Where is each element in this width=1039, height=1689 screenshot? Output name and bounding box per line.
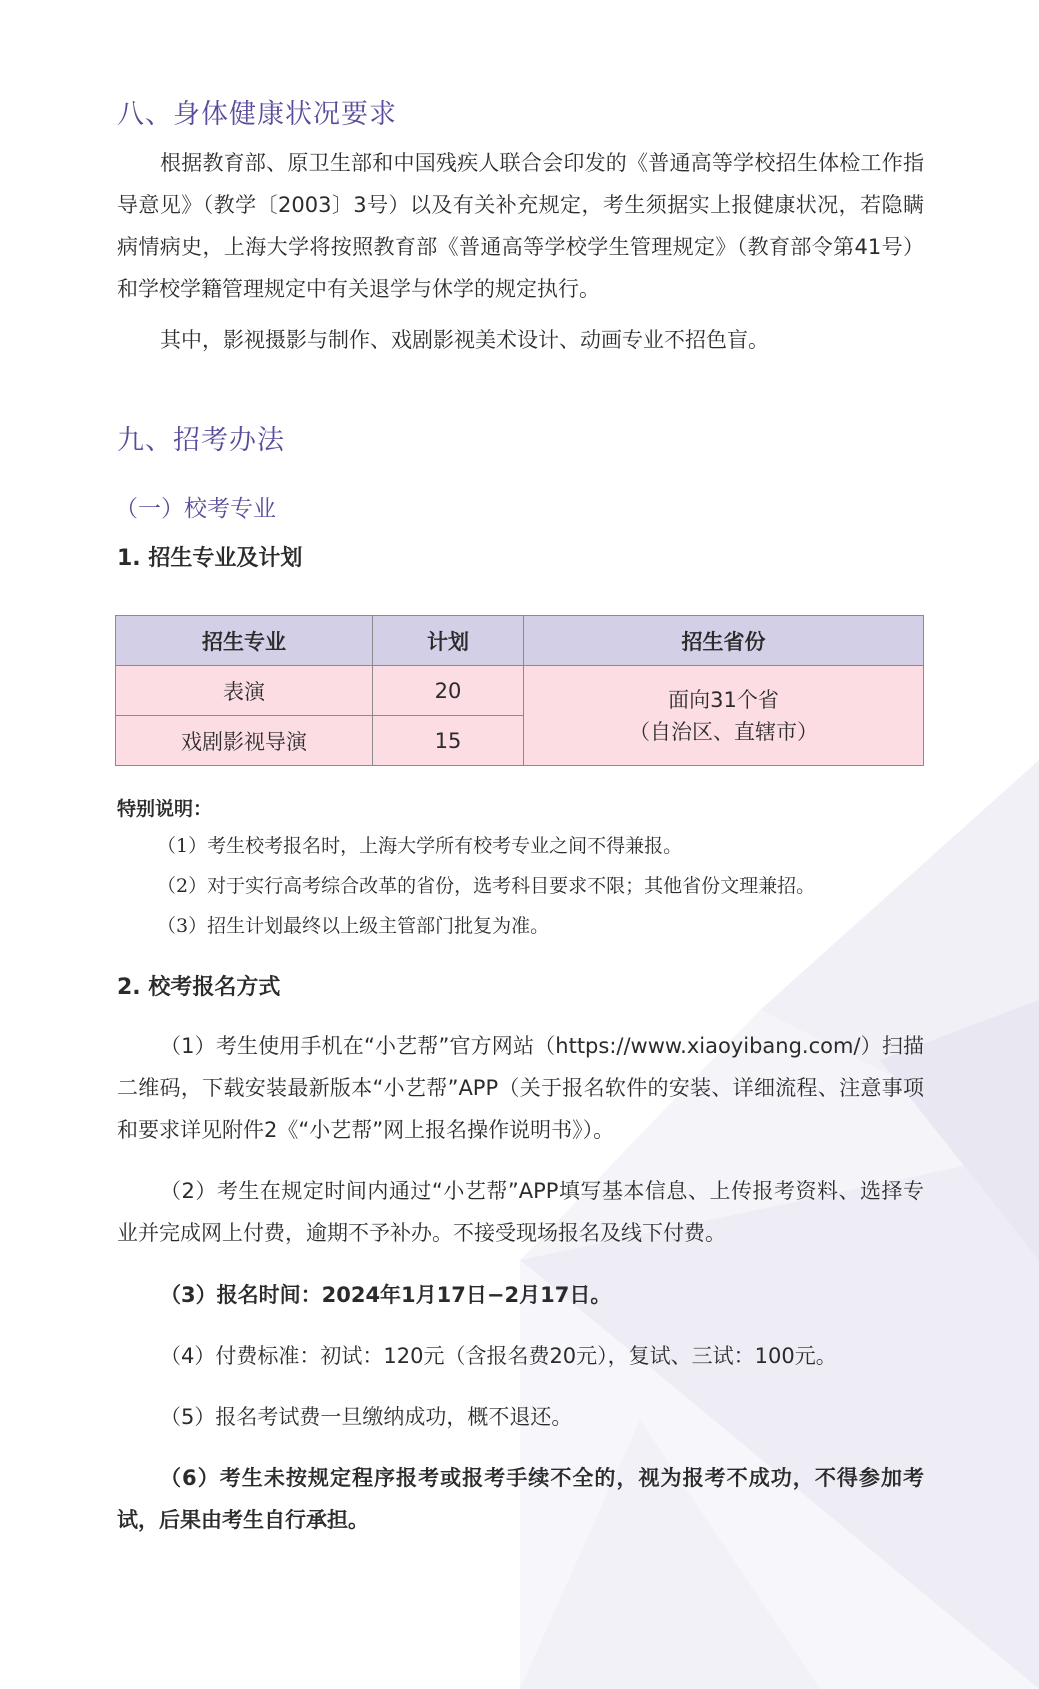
special-note-list — [117, 826, 937, 946]
header-plan: 计划 — [373, 616, 524, 666]
major-cell: 戏剧影视导演 — [116, 716, 373, 766]
item-2-title: 2. 校考报名方式 — [117, 975, 281, 1000]
province-line-2: （自治区、直辖市） — [629, 719, 818, 744]
note-item: （1）考生校考报名时，上海大学所有校考专业之间不得兼报。 — [157, 835, 683, 857]
province-cell — [524, 666, 924, 766]
registration-step: （2）考生在规定时间内通过“小艺帮”APP填写基本信息、上传报考资料、选择专业并完成网上付费，逾期不予补办。不接受现场报名及线下付费。 — [117, 1179, 924, 1245]
registration-step: （6）考生未按规定程序报考或报考手续不全的，视为报考不成功，不得参加考试，后果由考生自行承担。 — [117, 1466, 924, 1532]
header-major: 招生专业 — [116, 616, 373, 666]
section-8-title: 八、身体健康状况要求 — [117, 99, 397, 130]
plan-cell: 20 — [373, 666, 524, 716]
header-province: 招生省份 — [524, 616, 924, 666]
plan-cell: 15 — [373, 716, 524, 766]
enrollment-plan-table — [115, 615, 924, 766]
registration-step: （3）报名时间：2024年1月17日−2月17日。 — [160, 1283, 612, 1307]
province-line-1: 面向31个省 — [668, 687, 779, 712]
section-9-title: 九、招考办法 — [117, 425, 285, 456]
color-blind-paragraph: 其中，影视摄影与制作、戏剧影视美术设计、动画专业不招色盲。 — [160, 328, 769, 352]
table-header-row — [116, 616, 924, 666]
major-cell: 表演 — [116, 666, 373, 716]
registration-step: （1）考生使用手机在“小艺帮”官方网站（https://www.xiaoyibang.com/）扫描二维码，下载安装最新版本“小艺帮”APP（关于报名软件的安装、详细流程、注意事项和要求详见附件2《“小艺帮”网上报名操作说明书》）。 — [117, 1034, 924, 1142]
item-1-title: 1. 招生专业及计划 — [117, 546, 303, 571]
note-item: （3）招生计划最终以上级主管部门批复为准。 — [157, 915, 550, 937]
subsection-title: （一）校考专业 — [115, 496, 276, 522]
registration-step: （4）付费标准：初试：120元（含报名费20元），复试、三试：100元。 — [160, 1344, 837, 1368]
note-item: （2）对于实行高考综合改革的省份，选考科目要求不限；其他省份文理兼招。 — [157, 875, 816, 897]
table-row — [116, 666, 924, 716]
special-note-title: 特别说明： — [117, 798, 213, 820]
health-requirement-paragraph: 根据教育部、原卫生部和中国残疾人联合会印发的《普通高等学校招生体检工作指导意见》（教学〔2003〕3号）以及有关补充规定，考生须据实上报健康状况，若隐瞒病情病史，上海大学将按照教育部《普通高等学校学生管理规定》（教育部令第41号）和学校学籍管理规定中有关退学与休学的规定执行。 — [117, 151, 924, 301]
registration-step: （5）报名考试费一旦缴纳成功，概不退还。 — [160, 1405, 573, 1429]
